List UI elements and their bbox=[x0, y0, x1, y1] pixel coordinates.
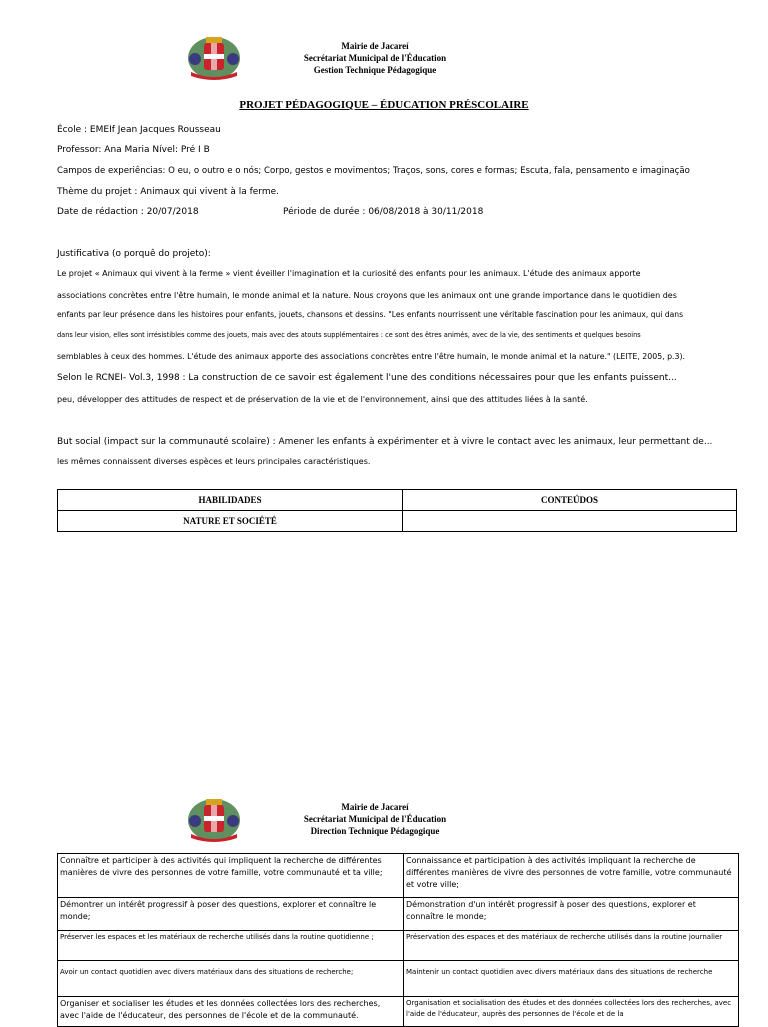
header-direction-bottom: Direction Technique Pédagogique bbox=[310, 826, 440, 836]
document-title: PROJET PÉDAGOGIQUE – ÉDUCATION PRÉSCOLAIRE bbox=[239, 99, 529, 111]
city-seal-emblem-bottom bbox=[185, 796, 243, 844]
content-cell-2: Démonstration d'un intérêt progressif à poser des questions, explorer et connaître le monde; bbox=[404, 898, 739, 931]
justification-line-5: semblables à ceux des hommes. L'étude des animaux apporte des associations concrètes entre l'être humain, le monde animal et la nature." (LEITE, 2005, p.3). bbox=[57, 352, 686, 361]
justification-line-1: Le projet « Animaux qui vivent à la ferme » vient éveiller l'imagination et la curiosité des enfants pour les animaux. L'étude des animaux apporte bbox=[57, 269, 641, 278]
info-theme: Thème du projet : Animaux qui vivent à la ferme. bbox=[57, 187, 279, 197]
skills-content-table bbox=[57, 853, 739, 1027]
header-gestion: Gestion Technique Pédagogique bbox=[313, 65, 437, 75]
header-mairie-bottom: Mairie de Jacareí bbox=[341, 802, 409, 812]
top-header-block bbox=[290, 40, 460, 76]
content-cell-3: Préservation des espaces et des matériaux de recherche utilisés dans la routine journalier bbox=[404, 931, 739, 961]
justification-line-2: associations concrètes entre l'être humain, le monde animal et la nature. Nous croyons que les animaux ont une grande importance dans le quotidien des bbox=[57, 291, 677, 300]
info-periode: Période de durée : 06/08/2018 à 30/11/2018 bbox=[283, 207, 484, 217]
skill-cell-1: Connaître et participer à des activités qui impliquent la recherche de différentes manières de vivre des personnes de votre famille, votre communauté et ta ville; bbox=[58, 854, 404, 898]
info-date: Date de rédaction : 20/07/2018 bbox=[57, 207, 199, 217]
justification-line-6: Selon le RCNEI- Vol.3, 1998 : La construction de ce savoir est également l'une des conditions nécessaires pour que les enfants puissent... bbox=[57, 373, 677, 383]
skill-cell-3: Préserver les espaces et les matériaux de recherche utilisés dans la routine quotidienne ; bbox=[58, 931, 404, 961]
skill-cell-5: Organiser et socialiser les études et les données collectées lors des recherches, avec l'aide de l'éducateur, des personnes de l'école et de la communauté. bbox=[58, 997, 404, 1027]
info-ecole: École : EMEIf Jean Jacques Rousseau bbox=[57, 125, 221, 135]
content-cell-4: Maintenir un contact quotidien avec divers matériaux dans des situations de recherche bbox=[404, 961, 739, 997]
content-cell-1: Connaissance et participation à des activités impliquant la recherche de différentes manières de vivre des personnes de votre famille, votre communauté et votre ville; bbox=[404, 854, 739, 898]
info-professor: Professor: Ana Maria Nível: Pré I B bbox=[57, 145, 210, 155]
skill-cell-4: Avoir un contact quotidien avec divers matériaux dans des situations de recherche; bbox=[58, 961, 404, 997]
col-conteudos: CONTEÚDOS bbox=[403, 490, 737, 511]
justification-line-7: peu, développer des attitudes de respect et de préservation de la vie et de l'environnement, ainsi que des attitudes liées à la santé. bbox=[57, 395, 588, 404]
header-secretariat-bottom: Secrétariat Municipal de l'Éducation bbox=[303, 814, 447, 824]
skills-table bbox=[57, 489, 737, 532]
bottom-header-block bbox=[290, 801, 460, 837]
social-line-2: les mêmes connaissent diverses espèces et leurs principales caractéristiques. bbox=[57, 457, 371, 466]
col-habilidades: HABILIDADES bbox=[58, 490, 403, 511]
header-secretariat: Secrétariat Municipal de l'Éducation bbox=[303, 53, 447, 63]
social-line-1: But social (impact sur la communauté scolaire) : Amener les enfants à expérimenter et à vivre le contact avec les animaux, leur permettant de... bbox=[57, 437, 713, 447]
city-seal-emblem bbox=[185, 34, 243, 82]
info-campos: Campos de experiências: O eu, o outro e o nós; Corpo, gestos e movimentos; Traços, sons, cores e formas; Escuta, fala, pensamento e imaginação bbox=[57, 166, 690, 176]
header-mairie: Mairie de Jacareí bbox=[341, 41, 409, 51]
justification-heading: Justificativa (o porquê do projeto): bbox=[57, 249, 211, 259]
row-nature-societe: NATURE ET SOCIÉTÉ bbox=[58, 511, 403, 532]
justification-line-3: enfants par leur présence dans les histoires pour enfants, jouets, chansons et dessins. "Les enfants nourrissent une véritable fascination pour les animaux, qui dans bbox=[57, 310, 684, 319]
skill-cell-2: Démontrer un intérêt progressif à poser des questions, explorer et connaître le monde; bbox=[58, 898, 404, 931]
row-nature-societe-content bbox=[403, 511, 737, 532]
content-cell-5: Organisation et socialisation des études et des données collectées lors des recherches, avec l'aide de l'éducateur, auprès des personnes de l'école et de la bbox=[404, 997, 739, 1027]
justification-line-4: dans leur vision, elles sont irrésistibles comme des jouets, mais avec des atouts supplémentaires : ce sont des êtres animés, avec de la vie, des sentiments et quelques besoins bbox=[57, 331, 641, 339]
